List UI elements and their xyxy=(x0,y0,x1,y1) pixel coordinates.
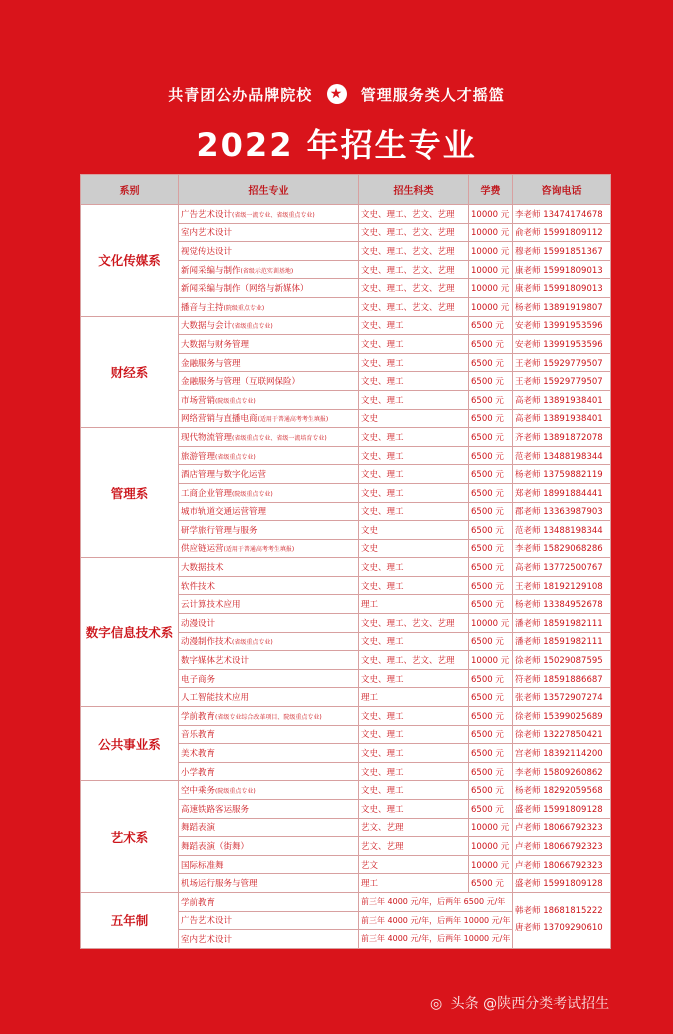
phone-cell: 卢老师 18066792323 xyxy=(513,855,611,874)
major-cell xyxy=(179,781,359,800)
department-cell: 管理系 xyxy=(81,428,179,558)
phone-cell: 康老师 15991809013 xyxy=(513,260,611,279)
subjects-cell: 文史、理工、艺文、艺理 xyxy=(359,242,469,261)
phone-cell: 李老师 15829068286 xyxy=(513,539,611,558)
major-name: 广告艺术设计 xyxy=(181,209,233,220)
fee-cell: 6500 元 xyxy=(469,372,513,391)
major-note: (省级专业综合改革项目、院级重点专业) xyxy=(215,713,322,721)
wechat-logo-icon: ◎ xyxy=(430,996,443,1012)
phone-cell: 王老师 15929779507 xyxy=(513,372,611,391)
major-name: 供应链运营 xyxy=(181,544,224,555)
subjects-cell: 文史 xyxy=(359,409,469,428)
fee-cell: 6500 元 xyxy=(469,335,513,354)
left-slogan: 共青团公办品牌院校 xyxy=(168,86,313,104)
phone-cell: 俞老师 15991809112 xyxy=(513,223,611,242)
major-cell xyxy=(179,260,359,279)
phone-cell: 徐老师 13227850421 xyxy=(513,725,611,744)
subjects-cell: 文史、理工 xyxy=(359,707,469,726)
fee-cell: 6500 元 xyxy=(469,781,513,800)
fee-cell: 10000 元 xyxy=(469,837,513,856)
major-name: 新闻采编与制作（网络与新媒体） xyxy=(181,284,309,295)
major-cell xyxy=(179,297,359,316)
phone-cell: 王老师 15929779507 xyxy=(513,353,611,372)
phone-cell: 符老师 18591886687 xyxy=(513,669,611,688)
major-cell xyxy=(179,223,359,242)
table-row xyxy=(81,558,611,577)
table-row xyxy=(81,316,611,335)
phone-cell: 康老师 15991809013 xyxy=(513,279,611,298)
subjects-cell: 艺文、艺理 xyxy=(359,837,469,856)
major-name: 舞蹈表演 xyxy=(181,823,216,834)
star-emblem-icon: ★ xyxy=(327,84,347,104)
fee-cell: 6500 元 xyxy=(469,632,513,651)
subjects-cell: 文史、理工 xyxy=(359,669,469,688)
phone-cell: 安老师 13991953596 xyxy=(513,316,611,335)
phone-cell: 穆老师 15991851367 xyxy=(513,242,611,261)
header-slogan xyxy=(0,84,673,106)
major-cell xyxy=(179,818,359,837)
major-cell xyxy=(179,335,359,354)
major-cell xyxy=(179,316,359,335)
fee-cell: 6500 元 xyxy=(469,390,513,409)
major-name: 旅游管理 xyxy=(181,451,216,462)
major-name: 数字媒体艺术设计 xyxy=(181,656,250,667)
table-header-row xyxy=(81,175,611,205)
major-cell xyxy=(179,521,359,540)
major-note: (省级重点专业) xyxy=(232,639,273,647)
subjects-cell: 文史、理工 xyxy=(359,372,469,391)
major-name: 动漫设计 xyxy=(181,618,216,629)
fee-cell: 10000 元 xyxy=(469,855,513,874)
fee-cell: 10000 元 xyxy=(469,279,513,298)
fee-cell: 6500 元 xyxy=(469,669,513,688)
major-name: 新闻采编与制作 xyxy=(181,265,241,276)
subjects-cell: 文史 xyxy=(359,539,469,558)
fee-cell: 6500 元 xyxy=(469,558,513,577)
major-name: 软件技术 xyxy=(181,581,216,592)
subjects-cell: 文史、理工、艺文、艺理 xyxy=(359,651,469,670)
major-name: 大数据技术 xyxy=(181,563,224,574)
phone-cell: 潘老师 18591982111 xyxy=(513,632,611,651)
fee-cell: 10000 元 xyxy=(469,297,513,316)
major-cell xyxy=(179,855,359,874)
phone-cell: 杨老师 13759882119 xyxy=(513,465,611,484)
subjects-cell: 文史、理工 xyxy=(359,558,469,577)
major-note: (院级重点专业) xyxy=(215,397,256,405)
fee-cell: 6500 元 xyxy=(469,446,513,465)
subjects-cell: 文史、理工 xyxy=(359,335,469,354)
fee-cell: 6500 元 xyxy=(469,762,513,781)
major-cell: 学前教育 xyxy=(179,892,359,911)
col-header-fee: 学费 xyxy=(469,175,513,205)
phone-cell: 盛老师 15991809128 xyxy=(513,874,611,893)
major-cell xyxy=(179,707,359,726)
department-cell: 公共事业系 xyxy=(81,707,179,781)
subjects-cell: 文史、理工、艺文、艺理 xyxy=(359,614,469,633)
subjects-cell: 文史、理工、艺文、艺理 xyxy=(359,260,469,279)
major-cell xyxy=(179,372,359,391)
subjects-cell: 文史、理工 xyxy=(359,800,469,819)
major-cell xyxy=(179,390,359,409)
phone-cell: 卢老师 18066792323 xyxy=(513,818,611,837)
subjects-cell: 文史、理工 xyxy=(359,781,469,800)
majors-table xyxy=(80,174,611,949)
major-cell xyxy=(179,428,359,447)
major-cell xyxy=(179,502,359,521)
major-note: (省级重点专业) xyxy=(215,453,256,461)
col-header-department: 系别 xyxy=(81,175,179,205)
major-cell xyxy=(179,558,359,577)
major-name: 电子商务 xyxy=(181,674,216,685)
col-header-subjects: 招生科类 xyxy=(359,175,469,205)
phone-cell: 张老师 13572907274 xyxy=(513,688,611,707)
major-cell xyxy=(179,632,359,651)
right-slogan: 管理服务类人才摇篮 xyxy=(360,86,505,104)
major-name: 音乐教育 xyxy=(181,730,216,741)
table-row xyxy=(81,781,611,800)
major-cell xyxy=(179,874,359,893)
phone-cell: 徐老师 15029087595 xyxy=(513,651,611,670)
page-title: 2022 年招生专业 xyxy=(196,126,477,164)
major-note: (院级重点专业) xyxy=(215,788,256,796)
major-cell xyxy=(179,595,359,614)
subjects-cell: 文史、理工 xyxy=(359,446,469,465)
department-cell: 五年制 xyxy=(81,892,179,948)
major-name: 高速铁路客运服务 xyxy=(181,804,250,815)
phone-cell: 徐老师 15399025689 xyxy=(513,707,611,726)
table-row xyxy=(81,428,611,447)
major-name: 市场营销 xyxy=(181,395,216,406)
major-cell xyxy=(179,837,359,856)
phone-cell: 王老师 18192129108 xyxy=(513,576,611,595)
major-name: 视觉传达设计 xyxy=(181,246,233,257)
subjects-cell: 理工 xyxy=(359,595,469,614)
fee-cell: 6500 元 xyxy=(469,465,513,484)
fee-cell: 10000 元 xyxy=(469,818,513,837)
phone-cell: 盛老师 15991809128 xyxy=(513,800,611,819)
phone-line: 韩老师 18681815222 xyxy=(515,906,603,917)
major-name: 大数据与财务管理 xyxy=(181,339,250,350)
phone-cell: 宫老师 18392114200 xyxy=(513,744,611,763)
phone-cell: 安老师 13991953596 xyxy=(513,335,611,354)
major-cell xyxy=(179,725,359,744)
major-name: 城市轨道交通运营管理 xyxy=(181,507,267,518)
major-name: 现代物流管理 xyxy=(181,432,233,443)
fee-cell: 10000 元 xyxy=(469,205,513,224)
major-cell xyxy=(179,614,359,633)
major-name: 工商企业管理 xyxy=(181,488,233,499)
phone-cell: 卢老师 18066792323 xyxy=(513,837,611,856)
fee-cell: 6500 元 xyxy=(469,502,513,521)
table-row xyxy=(81,892,611,911)
subjects-cell: 文史、理工 xyxy=(359,465,469,484)
fee-cell: 6500 元 xyxy=(469,539,513,558)
major-cell xyxy=(179,576,359,595)
subjects-cell: 文史、理工、艺文、艺理 xyxy=(359,223,469,242)
major-note: (省级一流专业、省级重点专业) xyxy=(232,211,315,219)
major-cell xyxy=(179,762,359,781)
subjects-cell: 文史、理工 xyxy=(359,744,469,763)
phone-cell: 齐老师 13891872078 xyxy=(513,428,611,447)
major-name: 室内艺术设计 xyxy=(181,228,233,239)
major-note: (省级重点专业、省级一流培育专业) xyxy=(232,434,327,442)
fee-cell: 10000 元 xyxy=(469,260,513,279)
phone-cell: 高老师 13891938401 xyxy=(513,409,611,428)
major-cell xyxy=(179,279,359,298)
major-cell xyxy=(179,465,359,484)
major-cell xyxy=(179,242,359,261)
department-cell: 财经系 xyxy=(81,316,179,428)
phone-cell: 高老师 13772500767 xyxy=(513,558,611,577)
phone-cell: 潘老师 18591982111 xyxy=(513,614,611,633)
major-name: 播音与主持 xyxy=(181,302,224,313)
subjects-cell: 文史、理工 xyxy=(359,316,469,335)
fee-text-cell: 前三年 4000 元/年，后两年 10000 元/年 xyxy=(359,930,513,949)
major-name: 云计算技术应用 xyxy=(181,600,241,611)
major-note: (适用于普通高考考生填报) xyxy=(257,416,329,424)
major-name: 动漫制作技术 xyxy=(181,637,233,648)
major-cell: 室内艺术设计 xyxy=(179,930,359,949)
fee-cell: 6500 元 xyxy=(469,744,513,763)
table-body xyxy=(81,205,611,949)
fee-cell: 6500 元 xyxy=(469,353,513,372)
major-cell: 广告艺术设计 xyxy=(179,911,359,930)
fee-cell: 10000 元 xyxy=(469,651,513,670)
major-note: (院级重点专业) xyxy=(232,490,273,498)
phone-cell: 杨老师 13384952678 xyxy=(513,595,611,614)
fee-text-cell: 前三年 4000 元/年，后两年 6500 元/年 xyxy=(359,892,513,911)
major-cell xyxy=(179,744,359,763)
phone-cell: 范老师 13488198344 xyxy=(513,521,611,540)
subjects-cell: 文史、理工、艺文、艺理 xyxy=(359,205,469,224)
fee-cell: 6500 元 xyxy=(469,483,513,502)
major-note: (适用于普通高考考生填报) xyxy=(223,546,295,554)
phone-cell: 李老师 13474174678 xyxy=(513,205,611,224)
fee-cell: 6500 元 xyxy=(469,428,513,447)
department-cell: 艺术系 xyxy=(81,781,179,893)
subjects-cell: 文史、理工、艺文、艺理 xyxy=(359,279,469,298)
col-header-major: 招生专业 xyxy=(179,175,359,205)
phone-cell: 范老师 13488198344 xyxy=(513,446,611,465)
phone-cell: 高老师 13891938401 xyxy=(513,390,611,409)
fee-cell: 6500 元 xyxy=(469,595,513,614)
subjects-cell: 理工 xyxy=(359,688,469,707)
major-cell xyxy=(179,353,359,372)
subjects-cell: 文史、理工 xyxy=(359,725,469,744)
major-name: 机场运行服务与管理 xyxy=(181,879,258,890)
phone-cell: 李老师 15809260862 xyxy=(513,762,611,781)
major-note: (省级示范实训基地) xyxy=(240,267,294,275)
subjects-cell: 文史、理工、艺文、艺理 xyxy=(359,297,469,316)
major-name: 金融服务与管理 xyxy=(181,358,241,369)
major-name: 美术教育 xyxy=(181,749,216,760)
major-cell xyxy=(179,651,359,670)
fee-text-cell: 前三年 4000 元/年，后两年 10000 元/年 xyxy=(359,911,513,930)
fee-cell: 10000 元 xyxy=(469,242,513,261)
major-name: 舞蹈表演（街舞） xyxy=(181,841,250,852)
fee-cell: 10000 元 xyxy=(469,223,513,242)
subjects-cell: 文史、理工 xyxy=(359,576,469,595)
phone-cell: 杨老师 18292059568 xyxy=(513,781,611,800)
department-cell: 文化传媒系 xyxy=(81,205,179,317)
phone-cell: 郑老师 18991884441 xyxy=(513,483,611,502)
fee-cell: 6500 元 xyxy=(469,725,513,744)
fee-cell: 10000 元 xyxy=(469,614,513,633)
phone-line: 唐老师 13709290610 xyxy=(515,923,603,934)
fee-cell: 6500 元 xyxy=(469,576,513,595)
major-name: 酒店管理与数字化运营 xyxy=(181,470,267,481)
major-cell xyxy=(179,688,359,707)
fee-cell: 6500 元 xyxy=(469,874,513,893)
fee-cell: 6500 元 xyxy=(469,707,513,726)
subjects-cell: 文史、理工 xyxy=(359,353,469,372)
major-cell xyxy=(179,409,359,428)
major-cell xyxy=(179,483,359,502)
fee-cell: 6500 元 xyxy=(469,688,513,707)
subjects-cell: 理工 xyxy=(359,874,469,893)
major-name: 小学教育 xyxy=(181,767,216,778)
major-name: 研学旅行管理与服务 xyxy=(181,525,258,536)
major-cell xyxy=(179,539,359,558)
major-cell xyxy=(179,446,359,465)
col-header-phone: 咨询电话 xyxy=(513,175,611,205)
major-name: 金融服务与管理（互联网保险） xyxy=(181,377,301,388)
major-note: (省级重点专业) xyxy=(232,323,273,331)
major-name: 人工智能技术应用 xyxy=(181,693,250,704)
subjects-cell: 艺文 xyxy=(359,855,469,874)
department-cell: 数字信息技术系 xyxy=(81,558,179,707)
subjects-cell: 文史、理工 xyxy=(359,762,469,781)
subjects-cell: 文史、理工 xyxy=(359,502,469,521)
major-note: (院级重点专业) xyxy=(223,304,265,312)
subjects-cell: 文史、理工 xyxy=(359,483,469,502)
table-row xyxy=(81,707,611,726)
major-name: 空中乘务 xyxy=(181,786,216,797)
subjects-cell: 文史、理工 xyxy=(359,632,469,651)
major-cell xyxy=(179,205,359,224)
table-row xyxy=(81,205,611,224)
major-cell xyxy=(179,800,359,819)
major-name: 学前教育 xyxy=(181,711,216,722)
major-name: 大数据与会计 xyxy=(181,321,233,332)
subjects-cell: 文史、理工 xyxy=(359,428,469,447)
watermark-text: 头条 @陕西分类考试招生 xyxy=(450,996,610,1012)
fee-cell: 6500 元 xyxy=(469,409,513,428)
watermark xyxy=(430,993,609,1013)
phone-cell: 杨老师 13891919807 xyxy=(513,297,611,316)
phone-cell: 郡老师 13363987903 xyxy=(513,502,611,521)
fee-cell: 6500 元 xyxy=(469,316,513,335)
major-name: 网络营销与直播电商 xyxy=(181,414,258,425)
subjects-cell: 文史、理工 xyxy=(359,390,469,409)
major-name: 国际标准舞 xyxy=(181,860,224,871)
major-cell xyxy=(179,669,359,688)
subjects-cell: 艺文、艺理 xyxy=(359,818,469,837)
subjects-cell: 文史 xyxy=(359,521,469,540)
fee-cell: 6500 元 xyxy=(469,521,513,540)
fee-cell: 6500 元 xyxy=(469,800,513,819)
phone-cell xyxy=(513,892,611,948)
